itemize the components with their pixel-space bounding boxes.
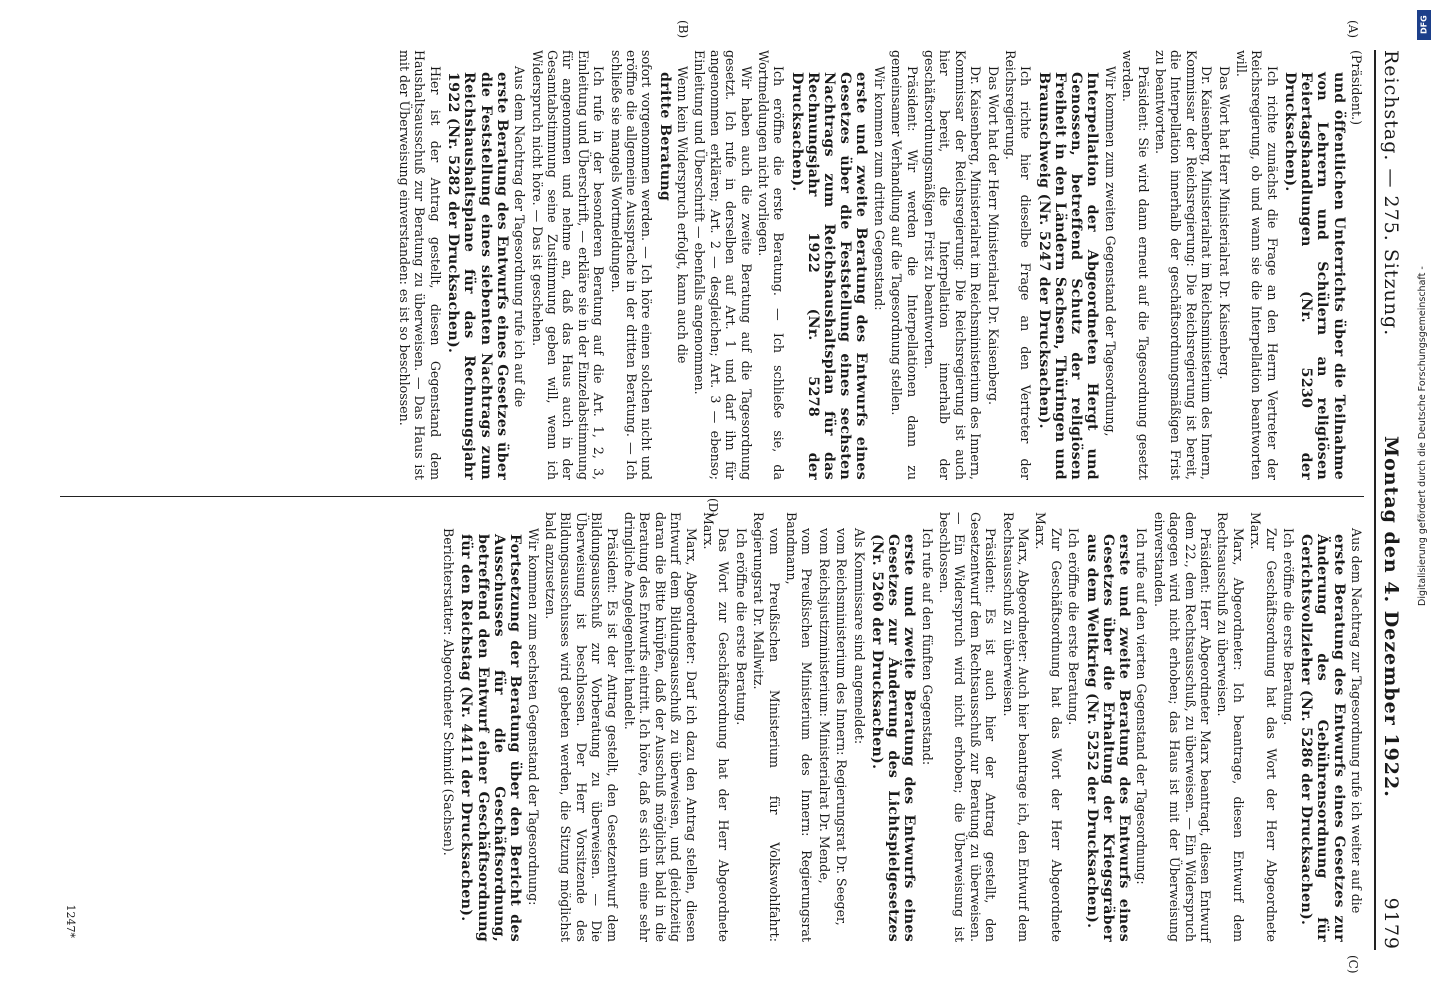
paragraph: Das Wort hat der Herr Ministerialrat Dr. Kaisenberg. [985, 66, 1001, 406]
paragraph: Aus dem Nachtrag zur Tagesordnung rufe ich weiter auf die [1349, 528, 1364, 914]
paragraph: Ich richte hier dieselbe Frage an den Vertreter der Reichsregierung. [1003, 50, 1034, 480]
paragraph: Präsident: Wir werden die Interpellationen dann zu gemeinsamer Verhandlung auf die Tagesordnung stellen. [889, 50, 920, 480]
paragraph: Präsident: Es ist der Antrag gestellt, den Gesetzentwurf dem Bildungsausschuß zur Vorberatung zu überweisen. — Die Überweisung ist beschlossen. Der Herr Vorsitzende des Bildungsausschusses wird gebeten werden, die Sitzung möglichst bald anzusetzen. [542, 512, 620, 942]
paragraph: Präsident: Es ist auch hier der Antrag gestellt, den Gesetzentwurf dem Rechtsausschuß zur Beratung zu überweisen. — Ein Widerspruch wird nicht erhoben; die Überweisung ist beschlossen. [937, 512, 999, 942]
paragraph: Marx, Abgeordneter: Auch hier beantrage ich, den Entwurf dem Rechtsausschuß zu überweisen. [1000, 512, 1032, 942]
agenda-item-heading: erste und zweite Beratung des Entwurfs eines Gesetzes zur Änderung des Lichtspielgesetzes (Nr. 5260 der Drucksachen). [868, 534, 918, 942]
paragraph: Wir kommen zum zweiten Gegenstand der Tagesordnung, [1102, 66, 1118, 437]
paragraph: vom Preußischen Ministerium für Volkswohlfahrt: Regierungsrat Dr. Mallwitz. [751, 512, 782, 942]
column-divider [60, 496, 1364, 497]
margin-marker-c: (C) [1346, 955, 1360, 974]
paragraph: Hier ist der Antrag gestellt, diesen Gegenstand dem Haushaltsausschuß zur Beratung zu überweisen. — Das Haus ist mit der Überweisung einverstanden: es ist so beschlossen. [397, 50, 443, 480]
paragraph: Marx, Abgeordneter: Ich beantrage, diesen Entwurf dem Rechtsausschuß zu überweisen. [1215, 512, 1246, 942]
paragraph: Wir haben auch die zweite Beratung auf die Tagesordnung gesetzt. Ich rufe in derselben auf Art. 1 und darf ihn für angenommen erklären; Art. 2 — desgleichen; Art. 3 — ebenso; Einleitung und Überschrift — ebenfalls angenommen. [692, 50, 754, 480]
agenda-item-heading: erste und zweite Beratung des Entwurfs eines Gesetzes über die Feststellung eines sechsten Nachtrags zum Reichshaushaltsplan für das Rechnungsjahr 1922 (Nr. 5278 der Drucksachen). [788, 72, 870, 480]
paragraph: vom Preußischen Ministerium des Innern: Regierungsrat Bandmann, [784, 512, 815, 942]
agenda-item-heading: dritte Beratung [656, 72, 673, 202]
paragraph: Ich eröffne die erste Beratung. [1066, 528, 1082, 726]
paragraph: Ich eröffne die erste Beratung. — Ich schließe sie, da Wortmeldungen nicht vorliegen. [756, 50, 787, 480]
document-page [60, 20, 1420, 974]
paragraph: Aus dem Nachtrag der Tagesordnung rufe ich auf die [512, 66, 528, 408]
paragraph: Dr. Kaisenberg, Ministerialrat im Reichsministerium des Innern, Kommissar der Reichsregierung: Die Reichsregierung ist auch hier bereit, die Interpellation innerhalb der geschäftsordnungsmäßigen Frist zu beantworten. [922, 50, 984, 480]
page-number: 9179 [1380, 897, 1402, 950]
left-column [60, 50, 1364, 480]
paragraph: Wir kommen zum sechsten Gegenstand der Tagesordnung: [525, 528, 541, 906]
paragraph: Präsident: Herr Abgeordneter Marx beantragt, diesen Entwurf dem 22., dem Rechtsausschuß, zu überweisen. — Ein Widerspruch dagegen wird nicht erhoben; das Haus ist mit der Überweisung einverstanden. [1151, 512, 1213, 942]
paragraph: Wir kommen zum dritten Gegenstand: [871, 66, 887, 311]
paragraph: vom Reichsjustizministerium: Ministerialrat Dr. Mende, [816, 528, 832, 884]
paragraph: Ich eröffne die erste Beratung. [1280, 528, 1296, 726]
sheet-signature: 1247* [64, 904, 77, 938]
dfg-logo: DFG [1417, 10, 1431, 40]
margin-marker-b: (B) [676, 20, 690, 39]
paragraph: Als Kommissare sind angemeldet: [851, 528, 867, 745]
paragraph: Das Wort hat Herr Ministerialrat Dr. Kaisenberg. [1216, 66, 1232, 380]
paragraph: Wenn kein Widerspruch erfolgt, kann auch die [674, 66, 690, 364]
header-date: Montag den 4. Dezember 1922. [1380, 436, 1402, 798]
watermark-strip [1414, 6, 1434, 1000]
paragraph: Ich rufe auf den fünften Gegenstand: [919, 528, 935, 766]
agenda-item-heading: erste Beratung des Entwurfs eines Gesetzes über die Feststellung eines siebenten Nachtrags zum Reichshaushaltsplane für das Rechnungsjahr 1922 (Nr. 5282 der Drucksachen). [445, 72, 510, 480]
header-left: Reichstag. — 275. Sitzung. [1380, 50, 1402, 337]
paragraph: Ich rufe in der besonderen Beratung auf die Art. 1, 2, 3, Einleitung und Überschrift, — erkläre sie in der Einzelabstimmung für angenommen und nehme an, daß das Haus auch in der Gesamtabstimmung seine Zustimmung geben will, wenn ich Widerspruch nicht höre. — Das ist geschehen. [529, 50, 607, 480]
paragraph: vom Reichsministerium des Innern: Regierungsrat Dr. Seeger, [834, 528, 850, 926]
paragraph: Präsident: Sie wird dann erneut auf die Tagesordnung gesetzt werden. [1120, 50, 1151, 480]
paragraph: (Präsident.) [1349, 50, 1364, 126]
agenda-item-heading: Fortsetzung der Beratung über den Bericht des Ausschusses für die Geschäftsordnung, betreffend den Entwurf einer Geschäftsordnung für den Reichstag (Nr. 4411 der Drucksachen). [458, 534, 524, 942]
funding-notice: Digitalisierung gefördert durch die Deutsche Forschungsgemeinschaft - [1417, 266, 1428, 606]
paragraph: Ich rufe auf den vierten Gegenstand der Tagesordnung: [1134, 528, 1150, 885]
paragraph: Ich richte zunächst die Frage an den Herrn Vertreter der Reichsregierung, ob und wann sie die Interpellation beantworten will. [1233, 50, 1280, 480]
paragraph: Dr. Kaisenberg, Ministerialrat im Reichsministerium des Innern, Kommissar der Reichsregierung: Die Reichsregierung ist bereit, die Interpellation innerhalb der geschäftsordnungsmäßigen Frist zu beantworten. [1152, 50, 1215, 480]
margin-marker-d: (D) [706, 498, 720, 517]
paragraph: Marx, Abgeordneter: Darf ich dazu den Antrag stellen, diesen Entwurf dem Bildungsausschuß zu überweisen, und gleichzeitig daran die Bitte knüpfen, daß der Ausschuß möglichst bald in die Beratung des Entwurfs eintritt. Ich höre, daß es sich um eine sehr dringliche Angelegenheit handelt. [621, 512, 699, 942]
agenda-item-heading: erste und zweite Beratung des Entwurfs eines Gesetzes über die Erhaltung der Kriegsgräber aus dem Weltkrieg (Nr. 5252 der Drucksachen). [1083, 534, 1132, 942]
paragraph: Berichterstatter: Abgeordneter Schmidt (Sachsen). [441, 528, 457, 856]
paragraph: Ich eröffne die erste Beratung. [733, 528, 749, 726]
agenda-item-heading: Interpellation der Abgeordneten Hergt und Genossen, betreffend Schutz der religiösen Freiheit in den Ländern Sachsen, Thüringen und Braunschweig (Nr. 5247 der Drucksachen). [1035, 72, 1101, 480]
margin-marker-a: (A) [1346, 20, 1360, 39]
paragraph: sofort vorgenommen werden. — Ich höre einen solchen nicht und eröffne die allgemeine Aussprache in der dritten Beratung. — Ich schließe sie mangels Wortmeldungen. [608, 50, 655, 480]
right-column [60, 512, 1364, 942]
paragraph: Das Wort zur Geschäftsordnung hat der Herr Abgeordnete Marx. [700, 512, 732, 942]
agenda-item-heading: und öffentlichen Unterrichts über die Teilnahme von Lehrern und Schülern an religiösen Feiertagshandlungen (Nr. 5230 der Drucksachen). [1281, 72, 1347, 480]
agenda-item-heading: erste Beratung des Entwurfs eines Gesetzes zur Änderung des Gebührensordnung für Gerichtsvollzieher (Nr. 5286 der Drucksachen). [1298, 534, 1347, 942]
paragraph: Zur Geschäftsordnung hat das Wort der Herr Abgeordnete Marx. [1248, 512, 1279, 942]
paragraph: Zur Geschäftsordnung hat das Wort der Herr Abgeordnete Marx. [1033, 512, 1064, 942]
